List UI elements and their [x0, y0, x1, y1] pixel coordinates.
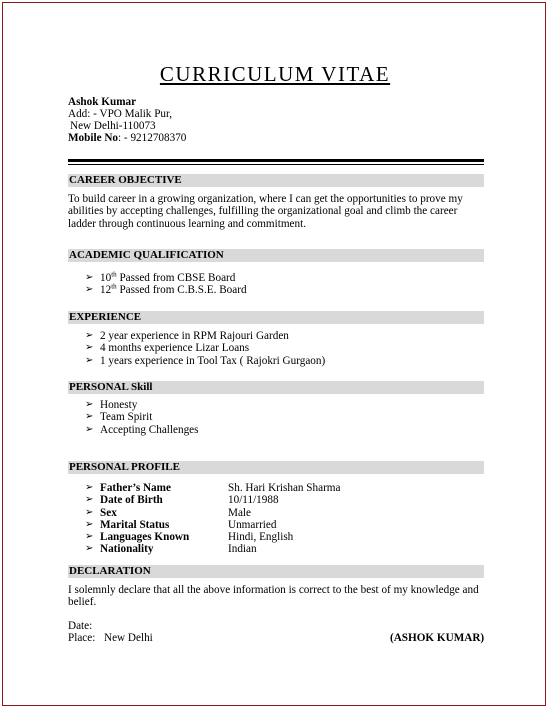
address-line-2: New Delhi-110073: [70, 120, 156, 132]
list-item: ➢ 2 year experience in RPM Rajouri Garden: [85, 330, 289, 342]
list-item: ➢ 10th Passed from CBSE Board: [85, 270, 236, 284]
list-item: ➢ 12th Passed from C.B.S.E. Board: [85, 282, 247, 297]
section-declaration: DECLARATION: [68, 565, 484, 578]
profile-label: Marital Status: [100, 518, 170, 531]
list-item: ➢ 1 years experience in Tool Tax ( Rajokri Gurgaon): [85, 354, 326, 367]
profile-value: Male: [228, 506, 251, 519]
arrow-bullet-icon: ➢: [85, 506, 94, 518]
place-value: New Delhi: [104, 632, 153, 644]
profile-value: 10/11/1988: [228, 494, 279, 507]
profile-label: Date of Birth: [100, 494, 163, 507]
mobile-number: [68, 132, 186, 144]
profile-label: Nationality: [100, 543, 154, 556]
place-label: Place:: [68, 632, 96, 644]
profile-value: Hindi, English: [228, 531, 294, 544]
arrow-bullet-icon: ➢: [85, 272, 94, 283]
arrow-bullet-icon: ➢: [85, 284, 94, 296]
arrow-bullet-icon: ➢: [85, 494, 94, 506]
arrow-bullet-icon: ➢: [85, 518, 94, 530]
document-title: CURRICULUM VITAE: [159, 62, 391, 86]
arrow-bullet-icon: ➢: [85, 411, 94, 423]
profile-label: Sex: [100, 506, 117, 519]
signature-name: (ASHOK KUMAR): [390, 632, 485, 644]
header-divider-thin: [68, 164, 484, 165]
arrow-bullet-icon: ➢: [85, 423, 94, 435]
section-experience: EXPERIENCE: [68, 311, 484, 324]
arrow-bullet-icon: ➢: [85, 531, 94, 543]
list-item: ➢ 4 months experience Lizar Loans: [85, 342, 250, 355]
list-item: ➢ Honesty: [85, 399, 138, 411]
section-career-objective: CAREER OBJECTIVE: [68, 174, 484, 187]
arrow-bullet-icon: ➢: [85, 354, 94, 366]
profile-label: Languages Known: [100, 531, 190, 544]
section-personal-profile: PERSONAL PROFILE: [68, 461, 484, 474]
section-academic-qualification: ACADEMIC QUALIFICATION: [68, 249, 484, 262]
section-personal-skill: PERSONAL Skill: [68, 381, 484, 394]
header-divider-thick: [68, 159, 484, 162]
address-line-1: Add: - VPO Malik Pur,: [68, 108, 173, 120]
mobile-label: Mobile No: [68, 132, 119, 144]
date-label: Date:: [68, 620, 93, 632]
arrow-bullet-icon: ➢: [85, 543, 94, 555]
career-objective-text: To build career in a growing organization, where I can get the opportunities to prove my abilities by accepting challenges, fulfilling the organizational goal and climb the career ladder through continuous learning and commitment.: [68, 193, 463, 230]
profile-value: Sh. Hari Krishan Sharma: [228, 482, 341, 494]
skills-list: [85, 399, 198, 436]
profile-value: Indian: [228, 543, 257, 556]
experience-list: [85, 330, 325, 367]
profile-label: Father’s Name: [100, 482, 171, 494]
list-item: ➢ Accepting Challenges: [85, 423, 199, 436]
arrow-bullet-icon: ➢: [85, 342, 94, 354]
profile-value: Unmarried: [228, 518, 277, 531]
candidate-name: Ashok Kumar: [68, 96, 137, 108]
arrow-bullet-icon: ➢: [85, 482, 94, 493]
mobile-value: : - 9212708370: [118, 132, 187, 144]
arrow-bullet-icon: ➢: [85, 399, 94, 410]
academic-list: [85, 272, 247, 297]
declaration-text: I solemnly declare that all the above information is correct to the best of my knowledge and belief.: [68, 584, 479, 609]
arrow-bullet-icon: ➢: [85, 330, 94, 341]
list-item: ➢ Team Spirit: [85, 411, 153, 424]
